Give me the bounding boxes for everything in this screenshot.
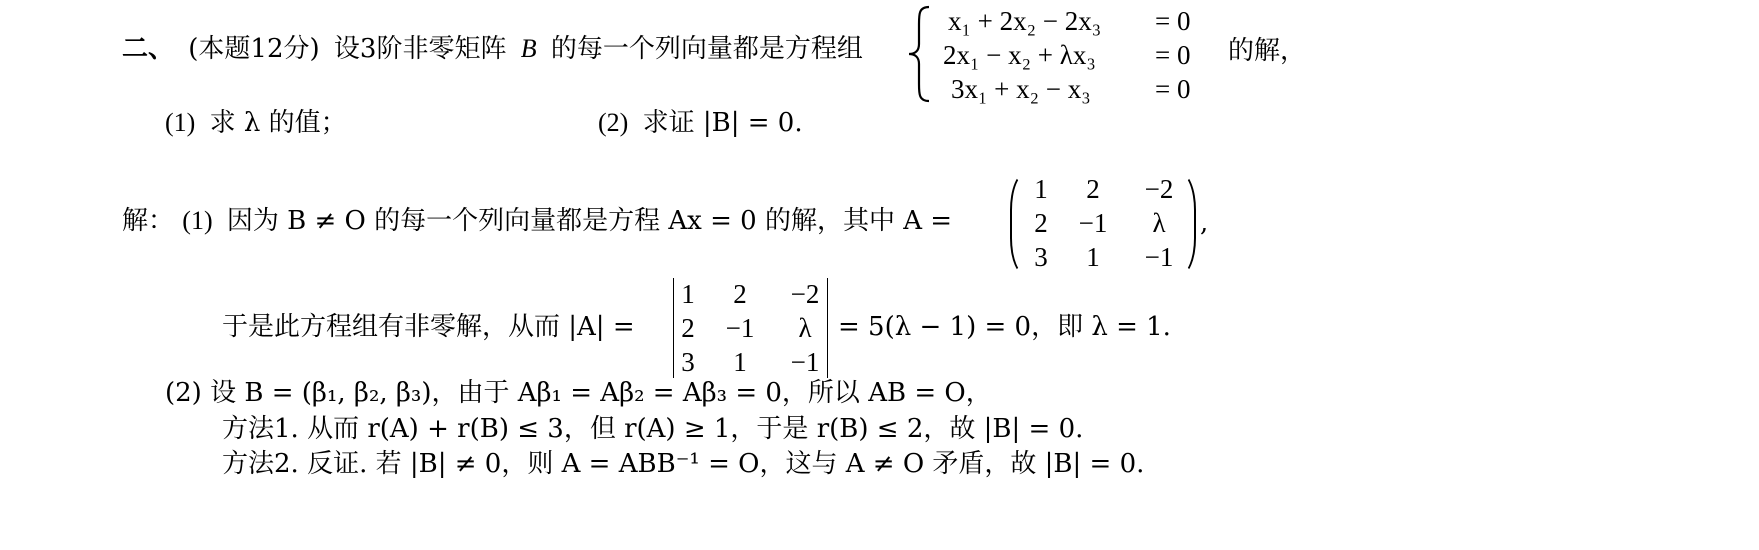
solution-part1 xyxy=(122,208,952,234)
question-1-label: (1) xyxy=(165,108,196,137)
det-cell: −1 xyxy=(725,313,755,343)
det-cell: 2 xyxy=(681,313,695,343)
system-brace xyxy=(905,4,935,104)
det-cell: −1 xyxy=(790,347,820,377)
matrix-cell: λ xyxy=(1152,208,1166,238)
problem-header xyxy=(122,36,863,62)
matrix-cell: −1 xyxy=(1144,242,1174,272)
question-2-text: 求证 |B| = 0. xyxy=(642,108,803,138)
det-prefix: 于是此方程组有非零解，从而 |A| = xyxy=(222,312,635,342)
matrix-cell: 2 xyxy=(1034,208,1048,238)
det-cell: −2 xyxy=(790,279,820,309)
det-cell: 3 xyxy=(681,347,695,377)
question-2 xyxy=(598,110,803,136)
det-cell: λ xyxy=(798,313,812,343)
solution-method2: 方法2. 反证. 若 |B| ≠ 0，则 A = ABB⁻¹ = O，这与 A ≠ O 矛盾，故 |B| = 0. xyxy=(222,449,1145,479)
solution-part2: (2) 设 B = (β₁, β₂, β₃)，由于 Aβ₁ = Aβ₂ = Aβ₃ = 0，所以 AB = O， xyxy=(165,378,992,408)
problem-stem-mid: 的每一个列向量都是方程组 xyxy=(550,34,863,64)
matrix-cell: 1 xyxy=(1034,174,1048,204)
problem-stem-var: B xyxy=(520,34,537,63)
question-2-label: (2) xyxy=(598,108,629,137)
problem-number: 二、 xyxy=(122,34,175,64)
system-eq-2-lhs: 2x₁ − x₂ + λx₃ xyxy=(943,40,1096,70)
solution-part1-label: (1) xyxy=(182,206,213,235)
det-suffix: = 5(λ − 1) = 0，即 λ = 1. xyxy=(838,312,1171,342)
det-cell: 2 xyxy=(733,279,747,309)
problem-stem-intro: 设3阶非零矩阵 xyxy=(333,34,507,64)
question-1 xyxy=(165,110,347,136)
matrix-cell: 3 xyxy=(1034,242,1048,272)
system-eq-1-lhs: x₁ + 2x₂ − 2x₃ xyxy=(948,6,1102,36)
matrix-cell: −1 xyxy=(1078,208,1108,238)
solution-method1: 方法1. 从而 r(A) + r(B) ≤ 3，但 r(A) ≥ 1，于是 r(B) ≤ 2，故 |B| = 0. xyxy=(222,414,1084,444)
matrix-cell: 1 xyxy=(1086,242,1100,272)
problem-stem-end: 的解， xyxy=(1228,36,1307,66)
solution-part1-text: 因为 B ≠ O 的每一个列向量都是方程 Ax = 0 的解，其中 A = xyxy=(226,206,953,236)
matrix-after: , xyxy=(1200,208,1209,238)
system-eq-2-rhs: = 0 xyxy=(1155,40,1191,70)
question-1-text: 求 λ 的值； xyxy=(209,108,347,138)
problem-score: (本题12分) xyxy=(188,34,320,64)
system-eq-3-rhs: = 0 xyxy=(1155,74,1191,104)
system-eq-1-rhs: = 0 xyxy=(1155,6,1191,36)
matrix-cell: 2 xyxy=(1086,174,1100,204)
matrix-cell: −2 xyxy=(1144,174,1174,204)
det-right-bar xyxy=(827,278,828,378)
det-cell: 1 xyxy=(733,347,747,377)
system-eq-3-lhs: 3x₁ + x₂ − x₃ xyxy=(951,74,1091,104)
solution-label: 解： xyxy=(122,206,175,236)
det-cell: 1 xyxy=(681,279,695,309)
